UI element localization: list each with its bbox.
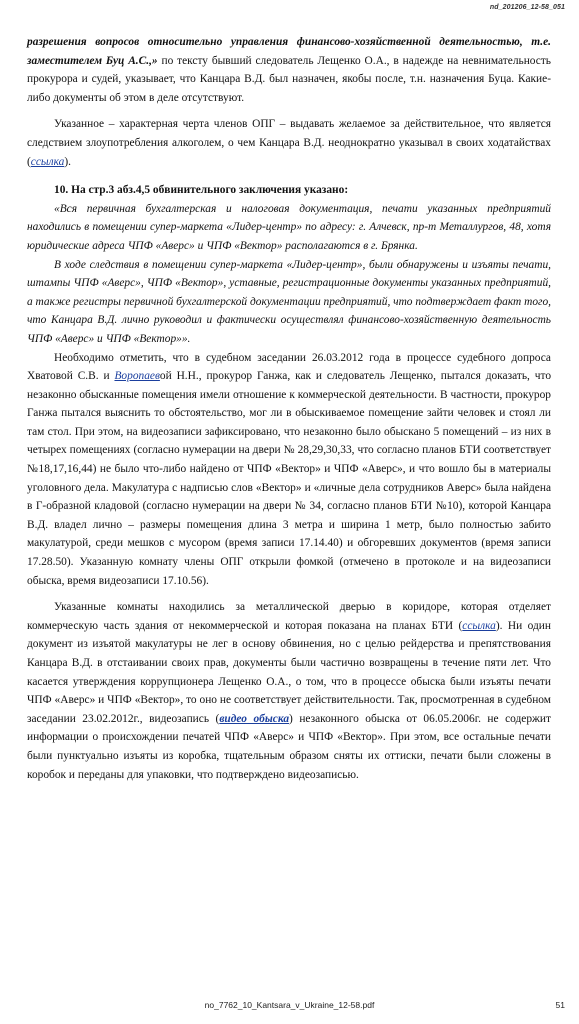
paragraph-7-start: Указанные комнаты находились за металлической дверью в коридоре, которая отделяет коммерческую часть здания от некоммерческой и которая показана на планах БТИ ( (27, 601, 551, 632)
header-stamp: nd_201206_12-58_051 (489, 4, 565, 11)
paragraph-6 (27, 349, 551, 591)
paragraph-2-link[interactable]: ссылка (30, 155, 65, 168)
quote-paragraph-2: В ходе следствия в помещении супер-маркета «Лидер-центр», были обнаружены и изъяты печати, штампы ЧПФ «Аверс», ЧПФ «Вектор», уставные, регистрационные документы указанных предприятий, а также регистры первичной бухгалтерской документации предприятий, что подтверждает факт того, что Канцара В.Д. лично руководил и фактически осуществлял финансово-хозяйственную деятельность ЧПФ «Аверс» и ЧПФ «Вектор»». (27, 258, 551, 345)
paragraph-7-link[interactable]: ссылка (462, 619, 496, 632)
paragraph-6-start: Необходимо отметить, что в судебном заседании 26.03.2012 года в процессе судебного допроса Хватовой С.В. и (27, 351, 551, 383)
document-body (27, 33, 551, 784)
footer-filename: no_7762_10_Kantsara_v_Ukraine_12-58.pdf (204, 1000, 375, 1010)
paragraph-2 (27, 115, 551, 171)
paragraph-7-end: ) незаконного обыска от 06.05.2006г. не содержит информации о происхождении печатей ЧПФ «Аверс» и ЧПФ «Вектор». При этом, все остальные печати были пунктуально изъяты из коробка, тщательным образом сняты их оттиски, печати были сложены в коробок и переданы для упаковки, что подтверждено видеозаписью. (27, 712, 551, 781)
section-heading-10: 10. На стр.3 абз.4,5 обвинительного заключения указано: (54, 184, 349, 197)
paragraph-6-name-link[interactable]: Воропаев (114, 370, 160, 383)
paragraph-1 (27, 33, 551, 107)
paragraph-1-bold-italic: разрешения вопросов относительно управления финансово-хозяйственной деятельностью, т.е. заместителем Буц А.С.,» (27, 36, 551, 67)
paragraph-7-mid: ). Ни один документ из изъятой макулатуры не лег в основу обвинения, но с целью рейдерства и препятствования Канцара В.Д. в отстаивании своих прав, документы были частично возвращены в течение пяти лет. Что касается утверждения коррупционера Лещенко О.А., о том, что в процессе обыска были изъяты печати ЧПФ «Аверс» и ЧПФ «Вектор», то оно не соответствует действительности. Так, просмотренная в судебном заседании 23.02.2012г., видеозапись ( (27, 619, 551, 725)
paragraph-7 (27, 598, 551, 784)
paragraph-2-text: Указанное – характерная черта членов ОПГ – выдавать желаемое за действительное, что является следствием злоупотребления алкоголем, о чем Канцара В.Д. неоднократно указывал в своих ходатайствах ( (27, 118, 551, 168)
paragraph-2-end: ). (64, 155, 71, 168)
footer-page-number: 51 (555, 1000, 565, 1010)
quote-paragraph-1: «Вся первичная бухгалтерская и налоговая документация, печати указанных предприятий находились в помещении супер-маркета «Лидер-центр» по адресу: г. Алчевск, пр-т Металлургов, 48, хотя юридические адреса ЧПФ «Аверс» и ЧПФ «Вектор» располагаются в г. Брянка. (27, 202, 551, 252)
paragraph-6-rest: ой Н.Н., прокурор Ганжа, как и следователь Лещенко, пытался доказать, что незаконно обысканные помещения имели отношение к коммерческой деятельности. В частности, прокурор Ганжа пытался выяснить то обстоятельство, мог ли в обыскиваемое помещение зайти человек и стоял ли там стол. При этом, на видеозаписи зафиксировано, что незаконно было обыскано 5 помещений – из них в четырех помещениях (согласно нумерации на двери № 28,29,30,33, что согласно планов БТИ соответствует №18,17,16,44) не было что-либо найдено от ЧПФ «Вектор» и ЧПФ «Аверс», и что вошло бы в материалы уголовного дела. Макулатура с надписью слов «Вектор» и «личные дела сотрудников Аверс» была найдена в Г-образной кладовой (согласно нумерации на двери № 34, согласно планов БТИ №10), которой Канцара В.Д. владел лично – размеры помещения длина 3 метра и ширина 1 метр, было полностью забито макулатурой, среди мешков с мусором (время записи 17.14.40) и обгоревших документов (время записи 17.28.50). Указанную комнату члены ОПГ открыли фомкой (отмечено в протоколе и на видеозаписи обыска, время видеозаписи 17.10.56). (27, 370, 552, 587)
paragraph-1-text: по тексту бывший следователь Лещенко О.А., в надежде на невнимательность прокурора и судей, указывает, что Канцара В.Д. был назначен, якобы после, т.н. назначения Буца. Какие-либо документы об этом в деле отсутствуют. (27, 54, 552, 104)
paragraph-7-video-link[interactable]: видео обыска (219, 712, 290, 725)
